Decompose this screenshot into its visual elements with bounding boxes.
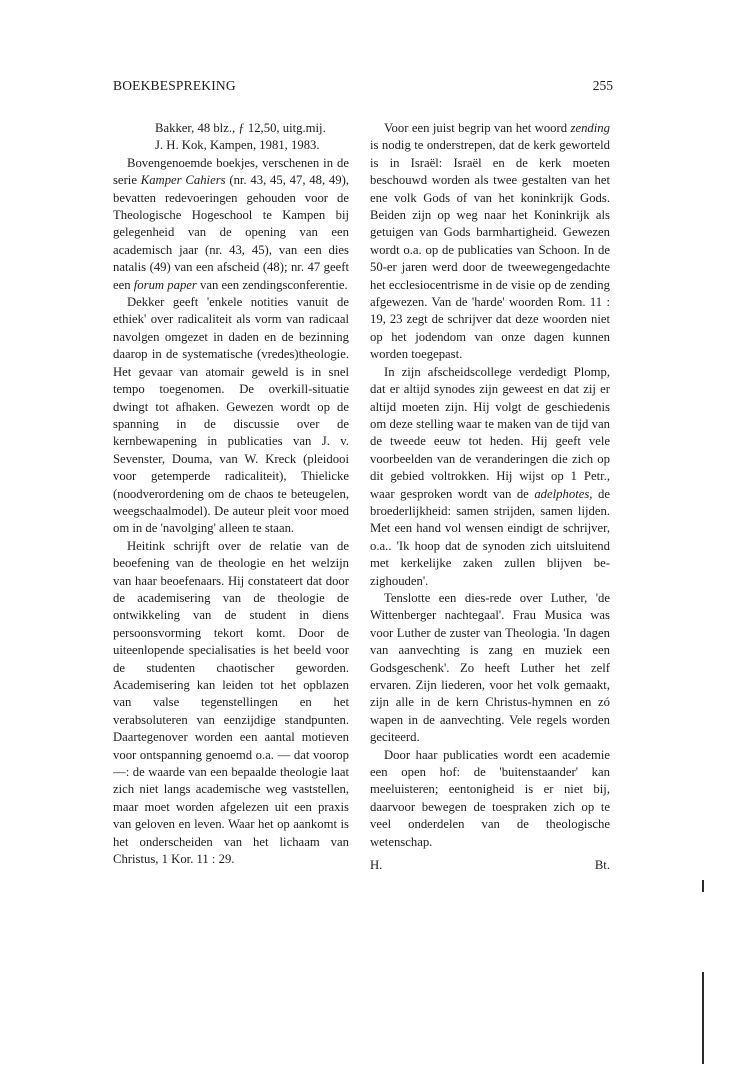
adelphotes-term: adelphotes, — [534, 486, 593, 501]
paragraph-plomp: In zijn afscheidscollege verdedigt Plomp, dat er altijd synodes zijn geweest en dat zij er altijd moeten zijn. Hij volgt de geschiedenis om deze stelling waar te maken van de tijd van de tweede eeuw tot heden. Hij geeft vele voorbeelden van de veranderingen die zich op dit gebied voltrokken. Hij wijst op 1 Petr., waar gesproken wordt van de adelphotes, de broederlijkheid: samen strijden, samen lijden. Met een hand vol wensen eindigt de schrijver, o.a.. 'Ik hoop dat de synoden zich uitsluitend met kerkelijke zaken zullen blijven bezighouden'. — [370, 364, 610, 588]
paragraph-conclusion: Door haar publicaties wordt een academie een open hof: de 'buitenstaander' kan meeluisteren; eentonigheid is er niet bij, daarvoor bewegen de toespraken zich op te veel onderdelen van de theologische wetenschap. — [370, 747, 610, 849]
page-header — [113, 78, 613, 98]
book-reference — [113, 120, 349, 155]
signature-initial-left: H. — [370, 858, 383, 873]
reference-line-2: J. H. Kok, Kampen, 1981, 1983. — [155, 138, 320, 153]
page-number: 255 — [592, 78, 613, 93]
paragraph-dekker: Dekker geeft 'enkele notities vanuit de ethiek' over radicaliteit als vorm van radicaal navolgen omgezet in daden en de bezinning daarop in de systematische (vredes)theologie. Het gevaar van atomair geweld is in snel tempo toegenomen. De overkill-situatie dwingt tot afhaken. Gewezen wordt op de spanning in de discussie over de kernbewapening in publicaties van J. v. Sevenster, Douma, van W. Kreck (pleidooi voor getemperde radicaliteit), Thielicke (noodverordening om de chaos te beteugelen, weegschaalmodel). De auteur pleit voor moed om in de 'navolging' alleen te staan. — [113, 295, 349, 536]
reference-line-1: Bakker, 48 blz., ƒ 12,50, uitg.mij. — [155, 121, 326, 135]
right-column — [370, 120, 610, 874]
signature-line — [370, 857, 610, 874]
series-title: Kamper Cahiers — [140, 173, 226, 188]
paragraph-intro: Bovengenoemde boekjes, verschenen in de serie Kamper Cahiers (nr. 43, 45, 47, 48, 49), bevatten redevoeringen gehouden voor de Theologische Hogeschool te Kampen bij gelegenheid van de opening van een academisch jaar (nr. 43, 45), van een dies natalis (49) van een afscheid (48); nr. 47 geeft een forum paper van een zendingsconferentie. — [113, 155, 350, 292]
scan-edge-mark-top — [702, 880, 704, 892]
scan-edge-mark — [702, 972, 704, 1064]
paragraph-zending: Voor een juist begrip van het woord zending is nodig te onderstrepen, dat de kerk geworteld is in Israël: Israël en de kerk moeten beschouwd worden als twee gestalten van het ene volk Gods of van het koninkrijk Gods. Beiden zijn op weg naar het Koninkrijk als getuigen van Gods barmhartigheid. Gewezen wordt o.a. op de publicaties van Schoon. In de 50-er jaren werd door de tweewegengedachte het ecclesiocentrisme in de visie op de zending afgewezen. Van de 'harde' woorden Rom. 11 : 19, 23 zegt de schrijver dat deze woorden niet op het jodendom van onze dagen kunnen worden toegepast. — [370, 121, 610, 362]
running-head: BOEKBESPREKING — [113, 78, 236, 93]
zending-term: zending — [570, 121, 610, 135]
forum-paper-term: forum paper — [133, 277, 197, 292]
paragraph-heitink: Heitink schrijft over de relatie van de beoefening van de theologie en het welzijn van haar beoefenaars. Hij constateert dat door de academisering van de theologie de ontwikkeling van de student in diens persoonsvorming tekort komt. Door de uiteenlopende specialisaties is het beeld voor de studenten chaotischer geworden. Academisering kan leiden tot het opblazen van valse tegenstellingen en het verabsoluteren van eenzijdige standpunten. Daartegenover worden een aantal motieven voor ontspanning genoemd o.a. — dat voorop —: de waarde van een bepaalde theologie laat zich niet langs academische weg vaststellen, maar moet worden afgelezen uit een praxis van geloven en leven. Waar het op aankomt is het onderscheiden van het lichaam van Christus, 1 Kor. 11 : 29. — [113, 538, 349, 867]
left-column — [113, 120, 349, 868]
signature-initial-right: Bt. — [594, 858, 610, 873]
paragraph-luther: Tenslotte een dies-rede over Luther, 'de Wittenberger nachtegaal'. Frau Musica was voor Luther de zuster van Theologia. 'In dagen van aanvechting is zang en muziek een Godsgeschenk'. Zo heeft Luther het zelf ervaren. Zijn liederen, voor het volk gemaakt, zijn alle in de kern Christus-hymnen en zó wapen in de aanvechting. Vele regels worden geciteerd. — [370, 590, 610, 745]
